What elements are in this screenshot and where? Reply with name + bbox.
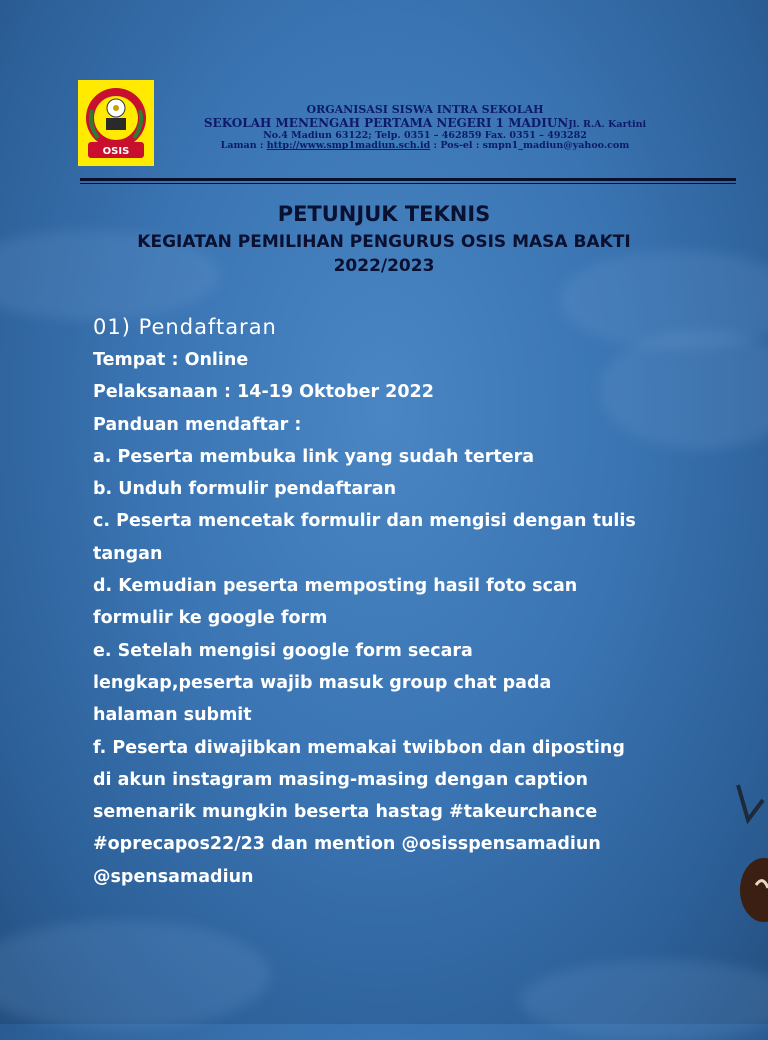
content-line: di akun instagram masing-masing dengan caption	[93, 769, 588, 790]
title-subtitle: KEGIATAN PEMILIHAN PENGURUS OSIS MASA BAKTI	[137, 232, 631, 252]
email-text: : Pos-el : smpn1_madiun@yahoo.com	[430, 140, 630, 152]
content-line: lengkap,peserta wajib masuk group chat pada	[93, 672, 552, 693]
content-line: #oprecapos22/23 dan mention @osisspensamadiun	[93, 834, 601, 855]
document-title	[0, 200, 768, 278]
content-line: semenarik mungkin beserta hastag #takeurchance	[93, 802, 598, 823]
content-line: halaman submit	[93, 705, 252, 726]
title-main: PETUNJUK TEKNIS	[277, 202, 491, 226]
contact-line	[160, 141, 690, 152]
letterhead-divider	[80, 178, 736, 181]
decorative-shape	[708, 780, 768, 960]
background-cloud	[520, 960, 768, 1040]
content-line: f. Peserta diwajibkan memakai twibbon dan diposting	[93, 737, 625, 758]
section-heading: 01) Pendaftaran	[93, 315, 277, 339]
background-cloud	[0, 920, 270, 1030]
content-line: e. Setelah mengisi google form secara	[93, 640, 473, 661]
logo-text: OSIS	[102, 146, 130, 157]
content-line: d. Kemudian peserta memposting hasil foto scan	[93, 576, 578, 597]
web-label: Laman :	[220, 140, 267, 152]
registration-section	[93, 312, 693, 893]
content-line: Tempat : Online	[93, 350, 249, 370]
school-name-line	[160, 117, 690, 131]
content-line: c. Peserta mencetak formulir dan mengisi dengan tulis	[93, 511, 636, 532]
school-name: SEKOLAH MENENGAH PERTAMA NEGERI 1 MADIUN	[203, 115, 569, 130]
organization-name: ORGANISASI SISWA INTRA SEKOLAH	[306, 103, 544, 116]
school-address: No.4 Madiun 63122; Telp. 0351 – 462859 Fax. 0351 – 493282	[263, 129, 587, 141]
content-line: @spensamadiun	[93, 866, 254, 887]
title-period: 2022/2023	[333, 256, 435, 276]
content-line: b. Unduh formulir pendaftaran	[93, 479, 397, 500]
letterhead-text	[160, 104, 690, 152]
school-street: Jl. R.A. Kartini	[568, 118, 647, 130]
content-line: tangan	[93, 543, 163, 564]
content-line: Panduan mendaftar :	[93, 414, 302, 435]
osis-logo	[78, 80, 154, 166]
content-line: a. Peserta membuka link yang sudah tertera	[93, 446, 535, 467]
osis-emblem-icon	[78, 80, 154, 166]
website-link[interactable]: http://www.smp1madiun.sch.id	[266, 140, 431, 152]
letterhead	[0, 0, 768, 190]
letterhead-divider-thin	[80, 183, 736, 184]
decorative-drawing-icon	[708, 780, 768, 960]
content-line: formulir ke google form	[93, 608, 328, 629]
content-line: Pelaksanaan : 14-19 Oktober 2022	[93, 382, 434, 403]
